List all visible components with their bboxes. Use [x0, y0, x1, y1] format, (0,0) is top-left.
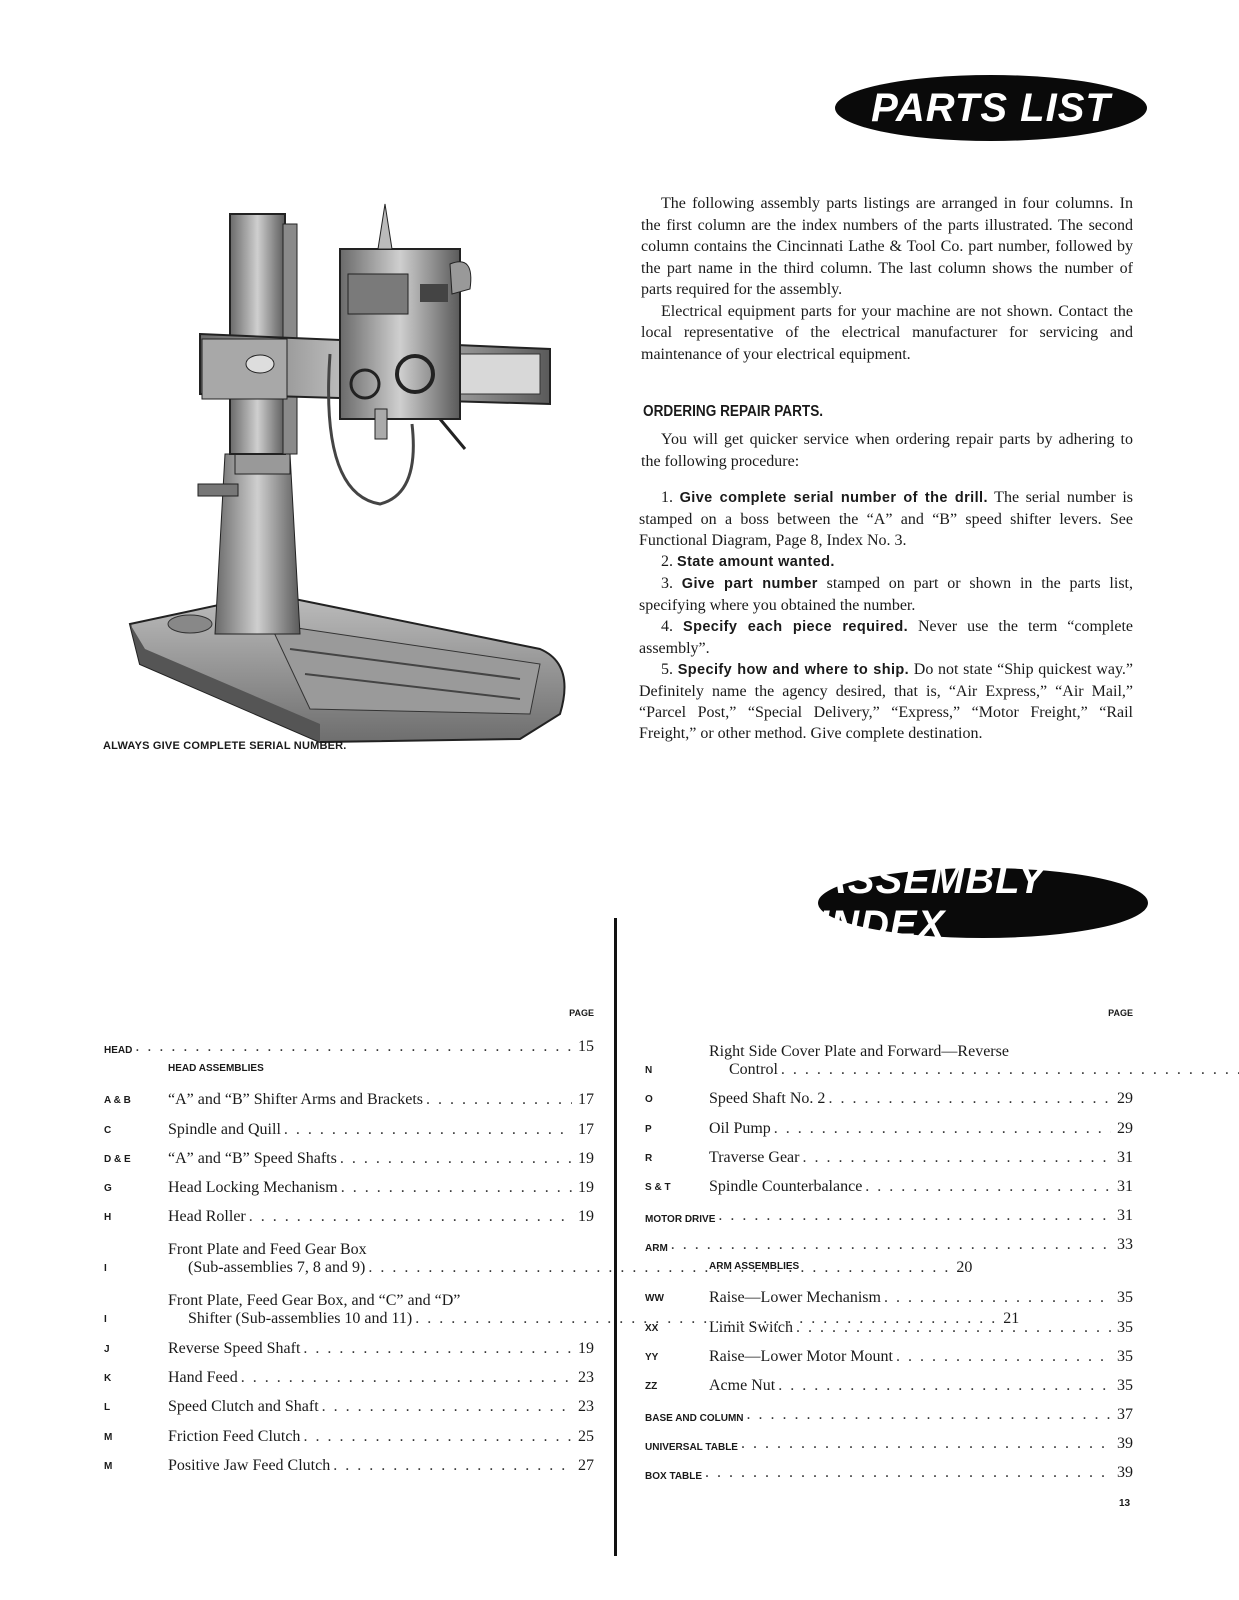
- step-number: 5.: [661, 661, 673, 678]
- photo-caption: ALWAYS GIVE COMPLETE SERIAL NUMBER.: [103, 740, 347, 752]
- index-entry[interactable]: [104, 1197, 594, 1226]
- entry-title: Limit Switch: [709, 1318, 793, 1336]
- entry-code: XX: [645, 1322, 659, 1334]
- dot-leader: [303, 1428, 572, 1446]
- index-entry[interactable]: [104, 1387, 594, 1416]
- entry-page: 23: [578, 1369, 594, 1387]
- step-text: The serial number is stamped on a boss between the “A” and “B” speed shifter levers. See Functional Diagram, Page 8, Index No. 3.: [639, 489, 1134, 549]
- dot-leader: [284, 1121, 572, 1139]
- index-entry[interactable]: [645, 1196, 1133, 1225]
- entry-page: 20: [956, 1259, 973, 1277]
- entry-code: M: [104, 1431, 113, 1443]
- entry-code: P: [645, 1123, 652, 1135]
- index-entry[interactable]: [104, 1416, 594, 1445]
- entry-title-continued: Shifter (Sub-assemblies 10 and 11): [188, 1310, 413, 1328]
- index-entry[interactable]: [645, 1028, 1133, 1079]
- entry-page: 23: [578, 1398, 594, 1416]
- entry-title: Hand Feed: [168, 1369, 238, 1387]
- dot-leader: [322, 1398, 572, 1416]
- ordering-steps: [639, 487, 1133, 744]
- dot-leader: [241, 1369, 572, 1387]
- dot-leader: [671, 1236, 1111, 1254]
- entry-label: MOTOR DRIVE: [645, 1214, 716, 1226]
- index-entry[interactable]: [104, 1168, 594, 1197]
- entry-title: Head Locking Mechanism: [168, 1179, 338, 1197]
- dot-leader: [796, 1319, 1111, 1337]
- entry-page: 35: [1117, 1348, 1133, 1366]
- dot-leader: [747, 1406, 1111, 1424]
- step-emphasis: Give complete serial number of the drill.: [679, 490, 988, 506]
- subsection-heading: ARM ASSEMBLIES: [709, 1260, 800, 1272]
- entry-page: 19: [578, 1208, 594, 1226]
- ordering-intro: You will get quicker service when ordering repair parts by adhering to the following procedure:: [641, 431, 1133, 470]
- entry-page: 35: [1117, 1318, 1133, 1336]
- entry-title: “A” and “B” Shifter Arms and Brackets: [168, 1091, 424, 1109]
- page-number: 13: [1119, 1498, 1131, 1509]
- entry-page: 21: [1003, 1310, 1020, 1328]
- dot-leader: [781, 1061, 1239, 1079]
- step-item: [639, 616, 1133, 659]
- entry-page: 29: [1117, 1090, 1133, 1108]
- entry-code: WW: [645, 1293, 664, 1305]
- dot-leader: [741, 1435, 1111, 1453]
- assembly-index-banner: [818, 858, 1148, 947]
- entry-page: 39: [1117, 1435, 1133, 1453]
- index-entry[interactable]: [104, 1328, 594, 1357]
- dot-leader: [774, 1120, 1111, 1138]
- intro-paragraph: The following assembly parts listings are arranged in four columns. In the first column are the index numbers of the parts illustrated. The second column contains the Cincinnati Lathe & Tool Co. part number, followed by the part name in the third column. The last column shows the number of parts required for the assembly.: [641, 195, 1133, 298]
- assembly-index-title: ASSEMBLY INDEX: [818, 858, 1045, 947]
- entry-title-continued: Control: [729, 1061, 778, 1078]
- index-entry[interactable]: [104, 1028, 594, 1056]
- dot-leader: [135, 1038, 572, 1056]
- step-item: [639, 573, 1133, 616]
- index-entry[interactable]: [645, 1079, 1133, 1108]
- entry-page: 27: [578, 1456, 594, 1474]
- dot-leader: [884, 1289, 1111, 1307]
- entry-page: 25: [578, 1427, 594, 1445]
- step-emphasis: Specify each piece required.: [683, 619, 909, 635]
- index-entry[interactable]: [104, 1358, 594, 1387]
- entry-page: 19: [578, 1179, 594, 1197]
- entry-title: Speed Shaft No. 2: [709, 1090, 826, 1108]
- index-entry[interactable]: [645, 1337, 1133, 1366]
- step-emphasis: State amount wanted.: [677, 554, 835, 570]
- entry-code: J: [104, 1343, 110, 1355]
- entry-code: H: [104, 1212, 112, 1224]
- index-entry[interactable]: [645, 1278, 1133, 1307]
- entry-code: G: [104, 1183, 112, 1195]
- entry-code: M: [104, 1460, 113, 1472]
- dot-leader: [340, 1150, 572, 1168]
- step-emphasis: Give part number: [681, 576, 818, 592]
- entry-title: Spindle Counterbalance: [709, 1178, 863, 1196]
- step-text: Do not state “Ship quickest way.” Definitely name the agency desired, that is, “Air Express,” “Air Mail,” “Parcel Post,” “Special Delivery,” “Express,” “Motor Freight,” “Rail Freight,” or other method. Give complete destination.: [639, 661, 1134, 742]
- entry-code: I: [104, 1314, 107, 1326]
- entry-title: Spindle and Quill: [168, 1120, 281, 1138]
- entry-page: 31: [1117, 1178, 1133, 1196]
- step-text: Never use the term “complete assembly”.: [639, 618, 1133, 657]
- step-number: 1.: [661, 489, 673, 506]
- entry-page: 19: [578, 1149, 594, 1167]
- dot-leader: [303, 1340, 572, 1358]
- entry-code: C: [104, 1124, 112, 1136]
- step-number: 3.: [661, 575, 673, 592]
- page-column-header: PAGE: [1108, 1008, 1133, 1018]
- entry-title: Traverse Gear: [709, 1148, 800, 1166]
- entry-page: 17: [578, 1091, 594, 1109]
- step-number: 4.: [661, 618, 673, 635]
- entry-title-continued: (Sub-assemblies 7, 8 and 9): [188, 1259, 366, 1277]
- entry-page: 37: [1117, 1406, 1133, 1424]
- entry-title: Front Plate, Feed Gear Box, and “C” and “D”: [168, 1292, 461, 1310]
- entry-label: HEAD: [104, 1045, 133, 1056]
- entry-label: BOX TABLE: [645, 1471, 703, 1483]
- entry-code: A & B: [104, 1095, 131, 1107]
- entry-page: 39: [1117, 1464, 1133, 1482]
- dot-leader: [718, 1207, 1111, 1225]
- entry-code: YY: [645, 1352, 659, 1364]
- entry-title: Oil Pump: [709, 1119, 771, 1137]
- step-text: stamped on part or shown in the parts list, specifying where you obtained the number.: [639, 575, 1133, 614]
- entry-title: Raise—Lower Mechanism: [709, 1289, 881, 1307]
- dot-leader: [778, 1377, 1111, 1395]
- entry-title: Raise—Lower Motor Mount: [709, 1348, 893, 1366]
- step-item: [639, 551, 1133, 573]
- step-item: [639, 659, 1133, 744]
- assembly-index-right: [645, 1008, 1133, 1482]
- index-entry[interactable]: [645, 1453, 1133, 1482]
- entry-title: Right Side Cover Plate and Forward—Reverse: [709, 1043, 1009, 1060]
- column-divider: [614, 918, 617, 1556]
- parts-list-banner: [835, 75, 1147, 141]
- entry-label: BASE AND COLUMN: [645, 1413, 744, 1425]
- entry-title: Reverse Speed Shaft: [168, 1339, 301, 1357]
- dot-leader: [426, 1091, 572, 1109]
- entry-page: 19: [578, 1339, 594, 1357]
- index-entry[interactable]: [645, 1138, 1133, 1167]
- entry-label: ARM: [645, 1243, 668, 1255]
- entry-code: O: [645, 1094, 653, 1106]
- dot-leader: [896, 1348, 1111, 1366]
- intro-text: [641, 193, 1133, 365]
- index-entry[interactable]: [645, 1225, 1133, 1254]
- index-entry[interactable]: [645, 1108, 1133, 1137]
- entry-title: Positive Jaw Feed Clutch: [168, 1456, 331, 1474]
- entry-page: 31: [1117, 1207, 1133, 1225]
- index-entry[interactable]: [645, 1395, 1133, 1424]
- dot-leader: [249, 1208, 572, 1226]
- dot-leader: [341, 1179, 572, 1197]
- entry-page: 31: [1117, 1148, 1133, 1166]
- entry-page: 35: [1117, 1377, 1133, 1395]
- subsection-heading: HEAD ASSEMBLIES: [168, 1062, 264, 1074]
- index-entry[interactable]: [104, 1109, 594, 1138]
- entry-title: Speed Clutch and Shaft: [168, 1398, 319, 1416]
- entry-page: 15: [578, 1038, 594, 1055]
- step-item: [639, 487, 1133, 551]
- entry-title: “A” and “B” Speed Shafts: [168, 1149, 337, 1167]
- entry-code: R: [645, 1152, 653, 1164]
- index-entry[interactable]: [104, 1446, 594, 1475]
- step-number: 2.: [661, 553, 673, 570]
- index-entry[interactable]: [645, 1366, 1133, 1395]
- parts-list-title: PARTS LIST: [871, 85, 1111, 130]
- ordering-heading: ORDERING REPAIR PARTS.: [643, 403, 824, 420]
- index-entry[interactable]: [645, 1307, 1133, 1336]
- entry-code: D & E: [104, 1153, 131, 1165]
- entry-code: I: [104, 1263, 107, 1275]
- entry-label: UNIVERSAL TABLE: [645, 1442, 738, 1454]
- entry-code: S & T: [645, 1182, 671, 1194]
- page-column-header: PAGE: [569, 1008, 594, 1018]
- entry-title: Acme Nut: [709, 1377, 776, 1395]
- entry-page: 17: [578, 1120, 594, 1138]
- entry-title: Friction Feed Clutch: [168, 1427, 301, 1445]
- entry-page: 29: [1117, 1119, 1133, 1137]
- entry-code: N: [645, 1065, 653, 1076]
- dot-leader: [828, 1090, 1111, 1108]
- entry-page: 35: [1117, 1289, 1133, 1307]
- step-emphasis: Specify how and where to ship.: [677, 662, 910, 678]
- dot-leader: [865, 1178, 1111, 1196]
- dot-leader: [802, 1149, 1111, 1167]
- entry-code: L: [104, 1402, 111, 1414]
- entry-code: ZZ: [645, 1381, 658, 1393]
- index-entry[interactable]: [645, 1424, 1133, 1453]
- index-entry[interactable]: [104, 1080, 594, 1109]
- radial-drill-illustration: [120, 194, 580, 750]
- intro-paragraph: Electrical equipment parts for your machine are not shown. Contact the local representative of the electrical manufacturer for servicing and maintenance of your electrical equipment.: [641, 302, 1133, 363]
- dot-leader: [705, 1464, 1111, 1482]
- index-entry[interactable]: [645, 1167, 1133, 1196]
- entry-title: Head Roller: [168, 1208, 246, 1226]
- entry-title: Front Plate and Feed Gear Box: [168, 1241, 367, 1259]
- dot-leader: [333, 1457, 572, 1475]
- entry-code: K: [104, 1373, 112, 1385]
- entry-page: 33: [1117, 1236, 1133, 1254]
- index-entry[interactable]: [104, 1139, 594, 1168]
